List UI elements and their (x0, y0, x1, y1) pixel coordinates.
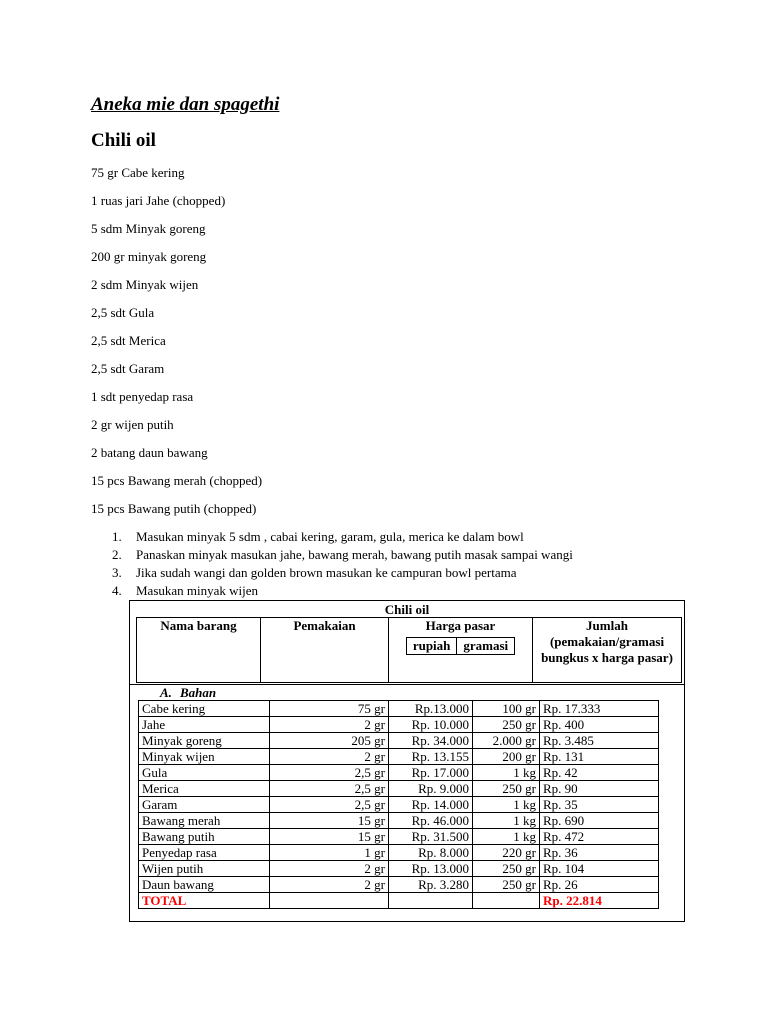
recipe-title: Chili oil (91, 130, 156, 151)
item-name-cell: Gula (139, 765, 270, 781)
price-cell: Rp.13.000 (389, 701, 473, 717)
price-cell: Rp. 8.000 (389, 845, 473, 861)
ingredient-item: 75 gr Cabe kering (91, 165, 185, 180)
total-empty-cell (389, 893, 473, 909)
header-jumlah: Jumlah (pemakaian/gramasi bungkus x harga pasar) (533, 618, 682, 683)
step-list (112, 529, 573, 601)
pack-size-cell: 220 gr (473, 845, 540, 861)
ingredient-item: 1 ruas jari Jahe (chopped) (91, 193, 226, 208)
item-name-cell: Merica (139, 781, 270, 797)
item-name-cell: Daun bawang (139, 877, 270, 893)
ingredient-item: 15 pcs Bawang merah (chopped) (91, 473, 263, 488)
pack-size-cell: 250 gr (473, 781, 540, 797)
table-row (139, 765, 659, 781)
amount-cell: Rp. 104 (540, 861, 659, 877)
cost-table-title: Chili oil (384, 602, 430, 617)
amount-cell: Rp. 90 (540, 781, 659, 797)
pack-size-cell: 250 gr (473, 861, 540, 877)
section-label (160, 685, 216, 701)
usage-cell: 2,5 gr (270, 797, 389, 813)
usage-cell: 15 gr (270, 813, 389, 829)
amount-cell: Rp. 131 (540, 749, 659, 765)
pack-size-cell: 1 kg (473, 765, 540, 781)
total-empty-cell (473, 893, 540, 909)
pack-size-cell: 1 kg (473, 797, 540, 813)
price-cell: Rp. 9.000 (389, 781, 473, 797)
pack-size-cell: 100 gr (473, 701, 540, 717)
table-row (139, 701, 659, 717)
step-text: Panaskan minyak masukan jahe, bawang merah, bawang putih masak sampai wangi (136, 547, 573, 562)
item-name-cell: Wijen putih (139, 861, 270, 877)
header-harga-pasar (389, 618, 533, 683)
table-row (139, 733, 659, 749)
section-letter: A. (160, 685, 172, 700)
price-cell: Rp. 14.000 (389, 797, 473, 813)
ingredient-item: 2,5 sdt Merica (91, 333, 166, 348)
usage-cell: 2 gr (270, 877, 389, 893)
pack-size-cell: 250 gr (473, 717, 540, 733)
amount-cell: Rp. 3.485 (540, 733, 659, 749)
ingredient-item: 1 sdt penyedap rasa (91, 389, 194, 404)
step-item (112, 547, 573, 565)
price-cell: Rp. 34.000 (389, 733, 473, 749)
amount-cell: Rp. 472 (540, 829, 659, 845)
header-gramasi: gramasi (457, 638, 515, 655)
item-name-cell: Cabe kering (139, 701, 270, 717)
table-row (139, 813, 659, 829)
table-row (139, 781, 659, 797)
table-row (139, 877, 659, 893)
cost-table-header (136, 617, 682, 683)
price-cell: Rp. 10.000 (389, 717, 473, 733)
ingredient-item: 200 gr minyak goreng (91, 249, 207, 264)
usage-cell: 2,5 gr (270, 765, 389, 781)
amount-cell: Rp. 36 (540, 845, 659, 861)
item-name-cell: Garam (139, 797, 270, 813)
header-pemakaian: Pemakaian (261, 618, 389, 683)
ingredient-item: 2 sdm Minyak wijen (91, 277, 199, 292)
item-name-cell: Bawang putih (139, 829, 270, 845)
step-text: Masukan minyak 5 sdm , cabai kering, garam, gula, merica ke dalam bowl (136, 529, 524, 544)
ingredient-item: 5 sdm Minyak goreng (91, 221, 206, 236)
price-cell: Rp. 13.155 (389, 749, 473, 765)
ingredient-item: 15 pcs Bawang putih (chopped) (91, 501, 257, 516)
total-label-cell: TOTAL (139, 893, 270, 909)
item-name-cell: Minyak goreng (139, 733, 270, 749)
step-number: 3. (112, 565, 122, 580)
usage-cell: 75 gr (270, 701, 389, 717)
item-name-cell: Bawang merah (139, 813, 270, 829)
step-number: 4. (112, 583, 122, 598)
usage-cell: 2 gr (270, 717, 389, 733)
usage-cell: 1 gr (270, 845, 389, 861)
step-item (112, 583, 573, 601)
usage-cell: 2 gr (270, 861, 389, 877)
document-title: Aneka mie dan spagethi (91, 94, 280, 115)
step-item (112, 529, 573, 547)
amount-cell: Rp. 42 (540, 765, 659, 781)
header-nama-barang: Nama barang (137, 618, 261, 683)
usage-cell: 2,5 gr (270, 781, 389, 797)
amount-cell: Rp. 26 (540, 877, 659, 893)
header-harga-pasar-label: Harga pasar (425, 618, 496, 633)
step-number: 2. (112, 547, 122, 562)
amount-cell: Rp. 17.333 (540, 701, 659, 717)
ingredient-item: 2 batang daun bawang (91, 445, 208, 460)
ingredient-item: 2 gr wijen putih (91, 417, 174, 432)
header-rupiah: rupiah (406, 638, 457, 655)
pack-size-cell: 1 kg (473, 813, 540, 829)
item-name-cell: Minyak wijen (139, 749, 270, 765)
pack-size-cell: 1 kg (473, 829, 540, 845)
table-row (139, 861, 659, 877)
ingredient-cost-table (138, 700, 659, 909)
table-row (139, 717, 659, 733)
section-name: Bahan (180, 685, 217, 700)
table-row (139, 829, 659, 845)
total-empty-cell (270, 893, 389, 909)
step-item (112, 565, 573, 583)
total-value-cell: Rp. 22.814 (540, 893, 659, 909)
table-row (139, 845, 659, 861)
total-row (139, 893, 659, 909)
table-row (139, 749, 659, 765)
usage-cell: 15 gr (270, 829, 389, 845)
pack-size-cell: 2.000 gr (473, 733, 540, 749)
usage-cell: 205 gr (270, 733, 389, 749)
amount-cell: Rp. 35 (540, 797, 659, 813)
cost-table (129, 600, 685, 922)
pack-size-cell: 200 gr (473, 749, 540, 765)
step-number: 1. (112, 529, 122, 544)
item-name-cell: Penyedap rasa (139, 845, 270, 861)
ingredient-item: 2,5 sdt Gula (91, 305, 155, 320)
price-cell: Rp. 3.280 (389, 877, 473, 893)
header-harga-pasar-sub (406, 637, 515, 655)
usage-cell: 2 gr (270, 749, 389, 765)
amount-cell: Rp. 400 (540, 717, 659, 733)
price-cell: Rp. 13.000 (389, 861, 473, 877)
step-text: Masukan minyak wijen (136, 583, 259, 598)
table-row (139, 797, 659, 813)
item-name-cell: Jahe (139, 717, 270, 733)
price-cell: Rp. 17.000 (389, 765, 473, 781)
ingredient-item: 2,5 sdt Garam (91, 361, 165, 376)
cost-table-body (139, 701, 659, 909)
price-cell: Rp. 31.500 (389, 829, 473, 845)
pack-size-cell: 250 gr (473, 877, 540, 893)
step-text: Jika sudah wangi dan golden brown masukan ke campuran bowl pertama (136, 565, 517, 580)
amount-cell: Rp. 690 (540, 813, 659, 829)
price-cell: Rp. 46.000 (389, 813, 473, 829)
